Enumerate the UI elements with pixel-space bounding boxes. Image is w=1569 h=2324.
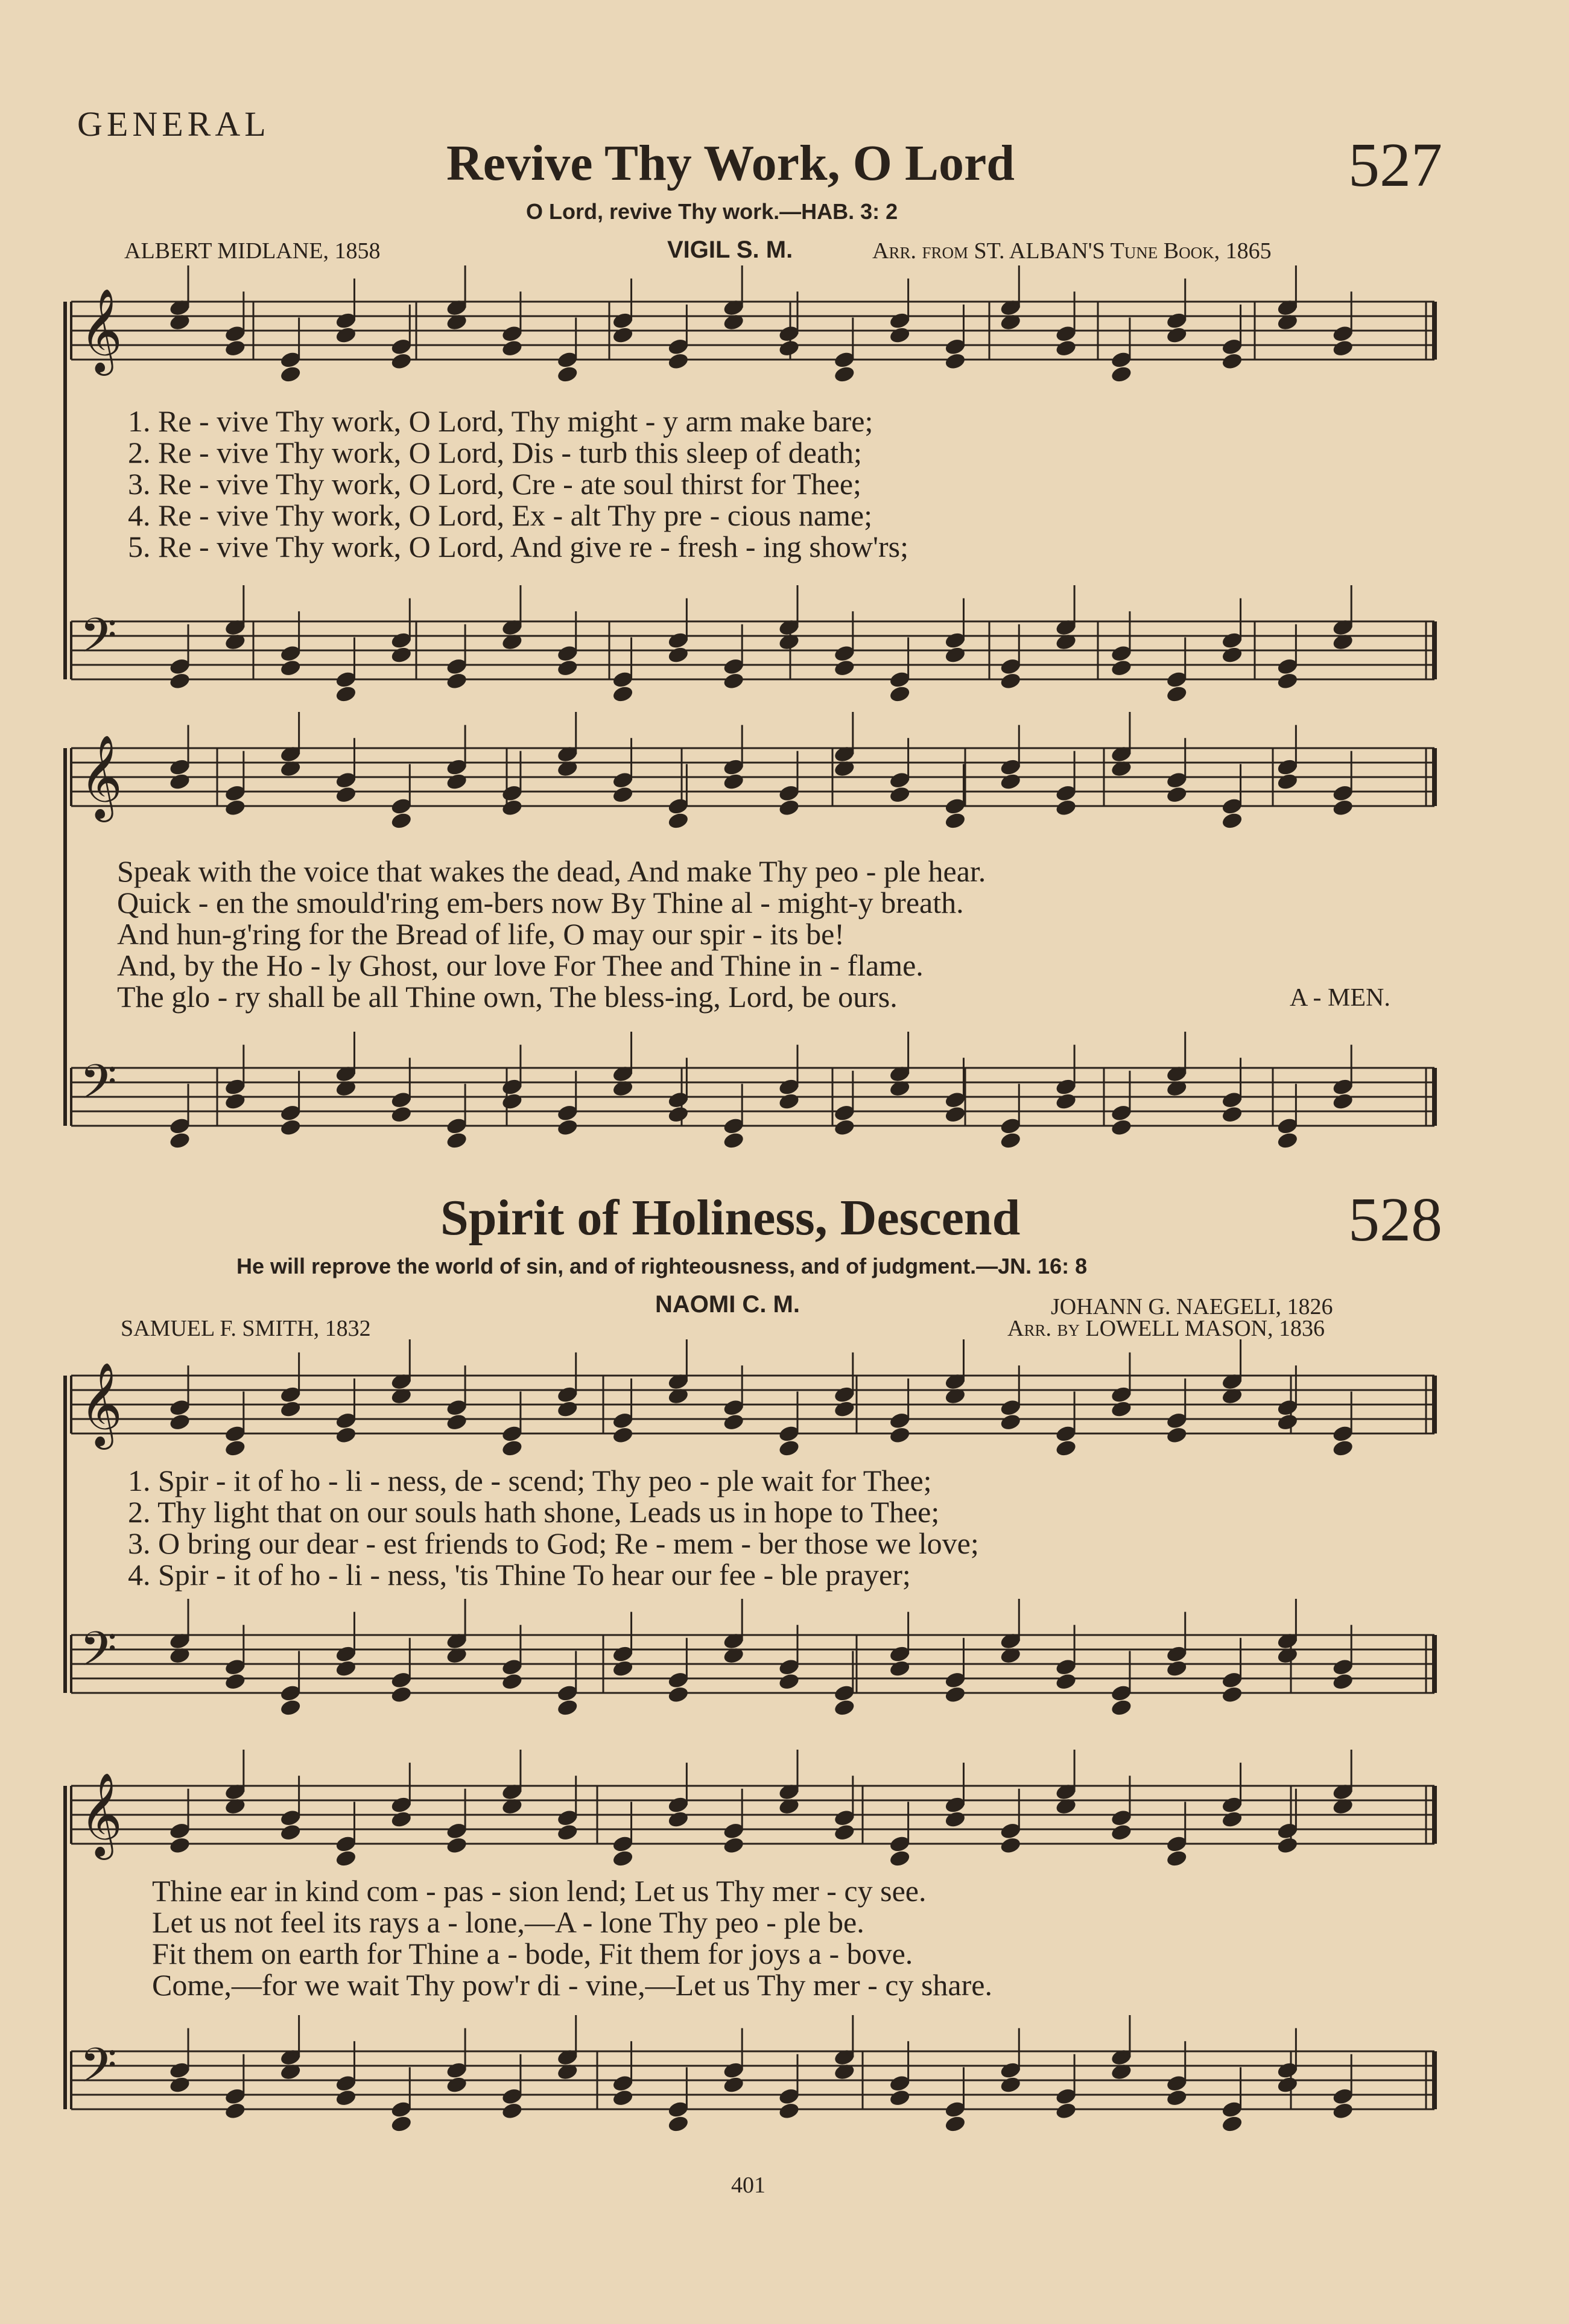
note-head <box>1276 1836 1299 1855</box>
composer-528-a: JOHANN G. NAEGELI, 1826 <box>1051 1294 1333 1319</box>
note-head <box>667 1685 690 1704</box>
note-head <box>501 1092 524 1111</box>
note-head <box>778 338 800 358</box>
note-head <box>279 658 302 678</box>
note-head <box>168 1131 191 1151</box>
note-head <box>445 1131 468 1151</box>
note-head <box>667 2115 690 2134</box>
note-head <box>390 352 413 371</box>
note-head <box>445 1412 468 1432</box>
note-head <box>1110 1698 1133 1718</box>
treble-clef-icon: 𝄞 <box>80 735 122 819</box>
note-head <box>1054 1672 1077 1691</box>
note-head <box>556 365 579 384</box>
note-head <box>722 671 745 691</box>
bass-clef-icon: 𝄢 <box>80 1621 117 1689</box>
note-head <box>999 1131 1022 1151</box>
note-head <box>335 685 358 704</box>
note-head <box>778 2101 800 2121</box>
verse-line: 3. O bring our dear - est friends to God; Re - mem - ber those we love; <box>128 1526 979 1560</box>
note-head <box>612 1659 635 1678</box>
note-head <box>1165 326 1188 345</box>
verse-line: Let us not feel its rays a - lone,—A - lone Thy peo - ple be. <box>152 1905 864 1939</box>
bass-clef-icon: 𝄢 <box>80 2037 117 2105</box>
note-head <box>833 1698 856 1718</box>
note-head <box>390 2115 413 2134</box>
note-head <box>445 1836 468 1855</box>
note-head <box>667 1105 690 1124</box>
note-head <box>1221 811 1244 831</box>
note-head <box>501 1439 524 1458</box>
note-head <box>224 1672 247 1691</box>
note-head <box>168 1412 191 1432</box>
note-head <box>944 1105 967 1124</box>
note-head <box>1110 1823 1133 1842</box>
note-head <box>1110 1400 1133 1419</box>
note-head <box>556 1823 579 1842</box>
note-head <box>1165 1849 1188 1868</box>
note-head <box>168 1836 191 1855</box>
note-head <box>279 365 302 384</box>
note-head <box>1054 798 1077 818</box>
note-head <box>944 2115 967 2134</box>
scripture-528: He will reprove the world of sin, and of righteousness, and of judgment.—JN. 16: 8 <box>236 1254 1088 1278</box>
treble-clef-icon: 𝄞 <box>80 1362 122 1446</box>
note-head <box>335 326 358 345</box>
author-527: ALBERT MIDLANE, 1858 <box>124 238 381 264</box>
note-head <box>1221 646 1244 665</box>
bass-clef-icon: 𝄢 <box>80 608 117 675</box>
note-head <box>1331 338 1354 358</box>
note-head <box>1165 685 1188 704</box>
note-head <box>667 646 690 665</box>
note-head <box>1054 1439 1077 1458</box>
note-head <box>889 685 911 704</box>
note-head <box>390 1810 413 1829</box>
note-head <box>1165 785 1188 804</box>
verse-line: 4. Spir - it of ho - li - ness, 'tis Thine To hear our fee - ble prayer; <box>128 1558 911 1592</box>
verse-line: 1. Spir - it of ho - li - ness, de - scend; Thy peo - ple wait for Thee; <box>128 1464 932 1497</box>
note-head <box>667 1810 690 1829</box>
verse-line: The glo - ry shall be all Thine own, The bless-ing, Lord, be ours. <box>117 980 898 1014</box>
note-head <box>501 798 524 818</box>
note-head <box>445 772 468 792</box>
note-head <box>833 365 856 384</box>
composer-527: Arr. from ST. ALBAN'S Tune Book, 1865 <box>872 238 1272 264</box>
note-head <box>335 1426 358 1445</box>
note-head <box>1276 772 1299 792</box>
note-head <box>1276 671 1299 691</box>
note-head <box>1221 352 1244 371</box>
note-head <box>889 1849 911 1868</box>
note-head <box>612 1849 635 1868</box>
author-528: SAMUEL F. SMITH, 1832 <box>121 1316 371 1341</box>
note-head <box>556 1118 579 1137</box>
note-head <box>390 811 413 831</box>
note-head <box>279 1400 302 1419</box>
note-head <box>279 1823 302 1842</box>
note-head <box>1110 658 1133 678</box>
note-head <box>556 1400 579 1419</box>
note-head <box>889 2088 911 2107</box>
note-head <box>833 658 856 678</box>
note-head <box>1331 798 1354 818</box>
note-head <box>999 1412 1022 1432</box>
treble-clef-icon: 𝄞 <box>80 1773 122 1856</box>
note-head <box>612 685 635 704</box>
note-head <box>999 2075 1022 2095</box>
note-head <box>335 1849 358 1868</box>
note-head <box>1054 2101 1077 2121</box>
verse-line: And hun-g'ring for the Bread of life, O may our spir - its be! <box>117 917 845 951</box>
verse-line: 3. Re - vive Thy work, O Lord, Cre - ate soul thirst for Thee; <box>128 467 861 501</box>
note-head <box>335 785 358 804</box>
note-head <box>279 1698 302 1718</box>
note-head <box>833 1118 856 1137</box>
verse-line: 2. Re - vive Thy work, O Lord, Dis - turb this sleep of death; <box>128 436 862 469</box>
note-head <box>224 1439 247 1458</box>
note-head <box>1165 1659 1188 1678</box>
verse-line: 5. Re - vive Thy work, O Lord, And give re - fresh - ing show'rs; <box>128 530 908 564</box>
note-head <box>667 352 690 371</box>
note-head <box>1276 1131 1299 1151</box>
note-head <box>1054 1092 1077 1111</box>
note-head <box>833 1823 856 1842</box>
note-head <box>1110 365 1133 384</box>
note-head <box>168 2075 191 2095</box>
section-label: GENERAL <box>77 104 270 144</box>
note-head <box>445 671 468 691</box>
note-head <box>1331 1672 1354 1691</box>
verse-line: 2. Thy light that on our souls hath shone, Leads us in hope to Thee; <box>128 1495 940 1529</box>
note-head <box>889 326 911 345</box>
note-head <box>556 1698 579 1718</box>
note-head <box>889 1426 911 1445</box>
note-head <box>722 2075 745 2095</box>
verse-line: Thine ear in kind com - pas - sion lend; Let us Thy mer - cy see. <box>152 1874 927 1908</box>
bass-clef-icon: 𝄢 <box>80 1054 117 1122</box>
scripture-527: O Lord, revive Thy work.—HAB. 3: 2 <box>526 199 898 224</box>
note-head <box>168 671 191 691</box>
note-head <box>778 1439 800 1458</box>
note-head <box>778 1092 800 1111</box>
note-head <box>722 772 745 792</box>
note-head <box>390 1105 413 1124</box>
note-head <box>612 2088 635 2107</box>
verse-line: Fit them on earth for Thine a - bode, Fit them for joys a - bove. <box>152 1937 913 1970</box>
note-head <box>1165 1426 1188 1445</box>
composer-528-b: Arr. by LOWELL MASON, 1836 <box>1007 1316 1325 1341</box>
note-head <box>1276 2075 1299 2095</box>
note-head <box>944 1810 967 1829</box>
verse-line: Quick - en the smould'ring em-bers now By Thine al - might-y breath. <box>117 886 964 919</box>
note-head <box>889 1659 911 1678</box>
note-head <box>833 1400 856 1419</box>
note-head <box>1331 1439 1354 1458</box>
verse-line: 4. Re - vive Thy work, O Lord, Ex - alt Thy pre - cious name; <box>128 498 872 532</box>
note-head <box>501 338 524 358</box>
note-head <box>1331 2101 1354 2121</box>
note-head <box>224 338 247 358</box>
note-head <box>1110 1118 1133 1137</box>
note-head <box>390 1685 413 1704</box>
note-head <box>1221 1685 1244 1704</box>
note-head <box>1331 1092 1354 1111</box>
note-head <box>1276 1412 1299 1432</box>
note-head <box>556 658 579 678</box>
treble-clef-icon: 𝄞 <box>80 288 122 372</box>
note-head <box>445 2075 468 2095</box>
hymn-number-527: 527 <box>1348 130 1442 200</box>
note-head <box>1165 2088 1188 2107</box>
note-head <box>1221 1105 1244 1124</box>
hymn-title-527: Revive Thy Work, O Lord <box>446 135 1015 191</box>
note-head <box>944 352 967 371</box>
verse-line: 1. Re - vive Thy work, O Lord, Thy might - y arm make bare; <box>128 404 873 438</box>
verse-line: Come,—for we wait Thy pow'r di - vine,—Let us Thy mer - cy share. <box>152 1968 992 2002</box>
note-head <box>1054 338 1077 358</box>
tune-527: VIGIL S. M. <box>667 237 793 263</box>
hymn-number-528: 528 <box>1348 1185 1442 1254</box>
amen-label: A - MEN. <box>1290 984 1390 1012</box>
tune-528: NAOMI C. M. <box>655 1291 800 1318</box>
note-head <box>722 1412 745 1432</box>
note-head <box>612 326 635 345</box>
note-head <box>722 1131 745 1151</box>
note-head <box>1221 2115 1244 2134</box>
note-head <box>999 772 1022 792</box>
note-head <box>889 785 911 804</box>
note-head <box>944 646 967 665</box>
note-head <box>335 2088 358 2107</box>
note-head <box>224 1092 247 1111</box>
page-number: 401 <box>731 2173 765 2198</box>
note-head <box>390 646 413 665</box>
note-head <box>224 798 247 818</box>
note-head <box>778 798 800 818</box>
note-head <box>944 1685 967 1704</box>
note-head <box>722 1836 745 1855</box>
note-head <box>778 1672 800 1691</box>
note-head <box>944 811 967 831</box>
note-head <box>999 1836 1022 1855</box>
note-head <box>612 1426 635 1445</box>
note-head <box>168 772 191 792</box>
note-head <box>279 1118 302 1137</box>
note-head <box>501 2101 524 2121</box>
hymn-title-528: Spirit of Holiness, Descend <box>440 1190 1021 1246</box>
verse-line: Speak with the voice that wakes the dead, And make Thy peo - ple hear. <box>117 854 986 888</box>
note-head <box>501 1672 524 1691</box>
note-head <box>999 671 1022 691</box>
note-head <box>224 2101 247 2121</box>
note-head <box>667 811 690 831</box>
verse-line: And, by the Ho - ly Ghost, our love For Thee and Thine in - flame. <box>117 948 924 982</box>
note-head <box>612 785 635 804</box>
note-head <box>1221 1810 1244 1829</box>
note-head <box>335 1659 358 1678</box>
